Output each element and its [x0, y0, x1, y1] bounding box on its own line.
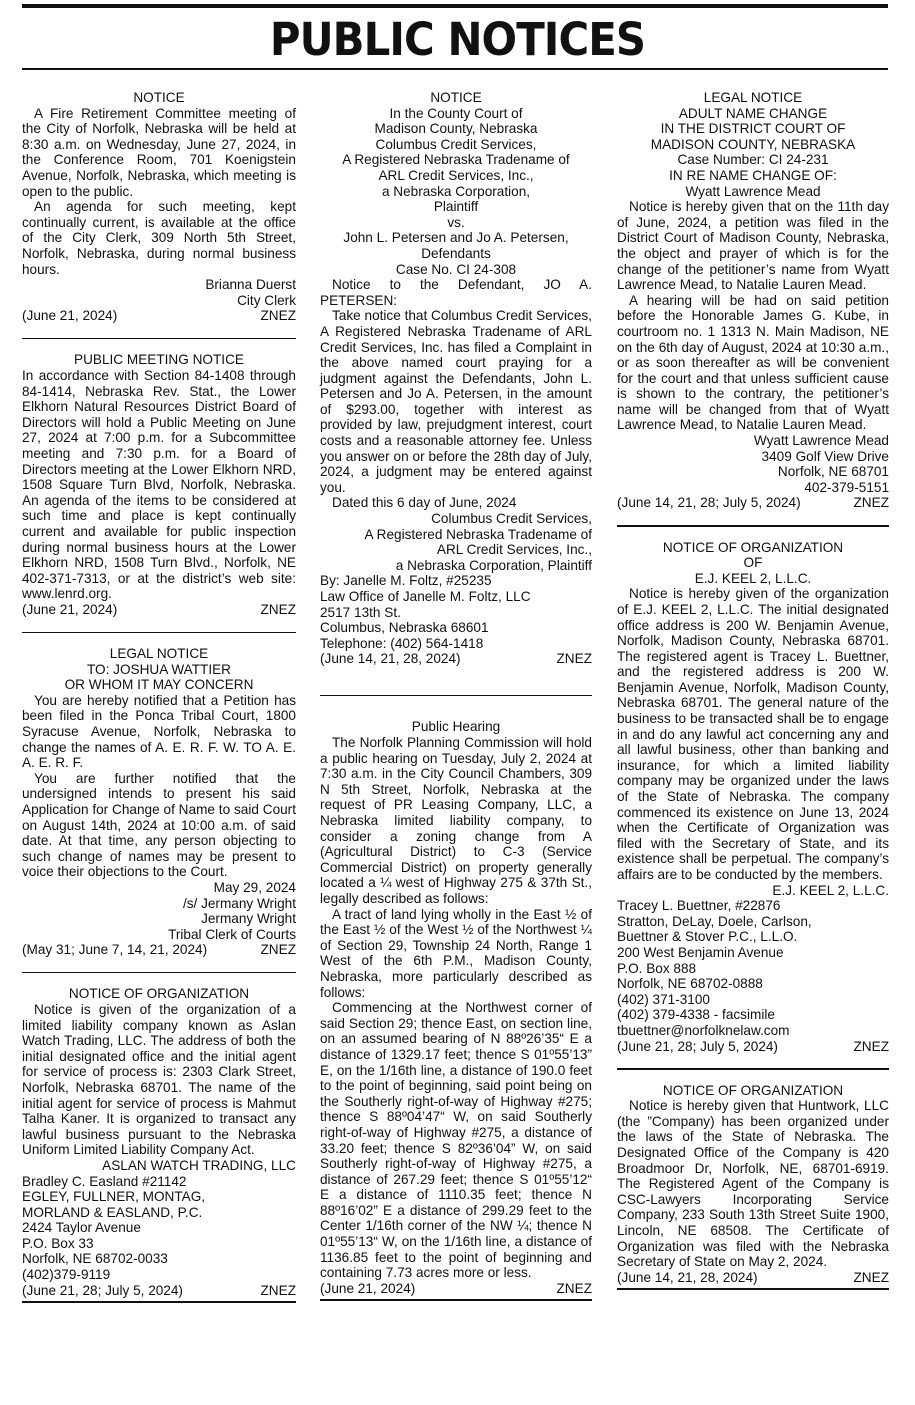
notice-heading: Case No. CI 24-308 — [395, 261, 517, 277]
contact-line: Law Office of Janelle M. Foltz, LLC — [320, 589, 531, 604]
publication-dates: (May 31; June 7, 14, 21, 2024) — [22, 942, 208, 958]
contact-line: By: Janelle M. Foltz, #25235 — [320, 573, 492, 589]
company-signature: ASLAN WATCH TRADING, LLC — [102, 1157, 296, 1173]
publication-code: ZNEZ — [260, 308, 296, 324]
notice-paragraph: Dated this 6 day of June, 2024 — [332, 495, 517, 511]
page-title: PUBLIC NOTICES — [269, 13, 646, 66]
contact-line: Buettner & Stover P.C., L.L.O. — [617, 929, 798, 945]
signature-line: a Nebraska Corporation, Plaintiff — [395, 557, 592, 573]
publication-dates: (June 21, 2024) — [22, 308, 118, 324]
notice-heading: ARL Credit Services, Inc., — [378, 167, 534, 183]
notice-separator — [617, 525, 889, 527]
notice-heading: John L. Petersen and Jo A. Petersen, — [343, 230, 569, 246]
notice-separator — [320, 695, 592, 697]
signature-line: 402-379-5151 — [804, 479, 889, 495]
contact-line: P.O. Box 33 — [22, 1235, 94, 1251]
notice-paragraph: A hearing will be had on said petition before the Honorable James G. Kube, in courtroom no. 1 1313 N. Main Madison, NE on the 6th day of August, 2024 at 10:30 a.m., or as soon thereafter as will be convenient for the court and that unless sufficient cause is shown to the contrary, the petitioner’s name will be changed from that of Wyatt Lawrence Mead, to Natalie Lauren Mead. — [617, 292, 889, 433]
signature-line: /s/ Jermany Wright — [182, 895, 296, 911]
notice-heading: Wyatt Lawrence Mead — [685, 183, 821, 199]
notice-paragraph: The Norfolk Planning Commission will hold a public hearing on Tuesday, July 2, 2024 at 7:30 a.m. in the City Council Chambers, 309 N 5th Street, Norfolk, Nebraska at the request of PR Leasing Company, LLC, a Nebraska limited liability company, to consider a zoning change from A (Agricultural District) to C-3 (Service Commercial District) on property generally located a ¼ west of Highway 275 & 37th St., legally described as follows: — [320, 735, 592, 906]
notice-heading: OF — [743, 555, 763, 571]
publication-code: ZNEZ — [556, 1280, 592, 1296]
signature-line: ARL Credit Services, Inc., — [436, 542, 592, 558]
contact-line: 2517 13th St. — [320, 604, 401, 620]
notice-public-meeting — [22, 352, 296, 617]
contact-line: (402) 371-3100 — [617, 991, 710, 1007]
signature-line: City Clerk — [237, 292, 296, 308]
notice-footer — [22, 308, 296, 324]
notice-heading: PUBLIC MEETING NOTICE — [74, 352, 244, 368]
notice-county-court — [320, 90, 592, 667]
contact-line: 2424 Taylor Avenue — [22, 1220, 141, 1236]
notice-heading: LEGAL NOTICE — [109, 646, 209, 661]
notice-heading: NOTICE OF ORGANIZATION — [662, 539, 844, 555]
notice-heading: Plaintiff — [433, 199, 479, 215]
signature-line: Brianna Duerst — [205, 277, 296, 293]
notice-footer — [22, 602, 296, 618]
notice-heading: Defendants — [421, 245, 491, 261]
signature-line: Norfolk, NE 68701 — [777, 464, 889, 480]
notice-heading: LEGAL NOTICE — [703, 90, 803, 105]
contact-line: Norfolk, NE 68702-0033 — [22, 1251, 168, 1267]
notice-organization-keel — [617, 540, 889, 1055]
publication-code: ZNEZ — [260, 1282, 296, 1298]
notice-footer — [617, 1270, 889, 1286]
notice-organization-aslan — [22, 986, 296, 1298]
contact-line: (402)379-9119 — [22, 1267, 111, 1283]
notice-heading: In the County Court of — [389, 105, 523, 121]
signature-line: Jermany Wright — [201, 911, 296, 927]
notice-heading: NOTICE OF ORGANIZATION — [662, 1082, 844, 1098]
contact-line: Tracey L. Buettner, #22876 — [617, 898, 781, 914]
signature-line: 3409 Golf View Drive — [761, 448, 889, 464]
notice-paragraph: A Fire Retirement Committee meeting of the City of Norfolk, Nebraska will be held at 8:30 a.m. on Wednesday, June 27, 2024, in the Conference Room, 701 Koenigstein Avenue, Norfolk, Nebraska, which meeting is open to the public. — [22, 105, 296, 199]
notice-heading: E.J. KEEL 2, L.L.C. — [694, 570, 812, 586]
publication-dates: (June 21, 2024) — [320, 1280, 416, 1296]
notice-separator — [22, 1301, 296, 1303]
notice-paragraph: You are further notified that the undersigned intends to present his said Application for Change of Name to said Court on August 14th, 2024 at 10:00 a.m. of said date. At that time, any person objecting to such change of names may be present to voice their objections to the Court. — [22, 770, 296, 880]
notice-heading: IN RE NAME CHANGE OF: — [669, 167, 837, 183]
publication-dates: (June 21, 2024) — [22, 601, 118, 617]
signature-line: A Registered Nebraska Tradename of — [364, 526, 592, 542]
notice-organization-huntwork — [617, 1083, 889, 1286]
notice-heading: ADULT NAME CHANGE — [678, 105, 828, 121]
signature-line: May 29, 2024 — [213, 879, 296, 895]
notice-footer — [617, 1039, 889, 1055]
publication-code: ZNEZ — [853, 1269, 889, 1285]
notice-separator — [22, 338, 296, 340]
notice-footer — [22, 1283, 296, 1299]
notice-paragraph: In accordance with Section 84-1408 through 84-1414, Nebraska Rev. Stat., the Lower Elkhorn Natural Resources District Board of Directors will hold a Public Meeting on June 27, 2024 at 7:00 p.m. for a Subcommittee meeting and 7:30 p.m. for a Board of Directors meeting at the Lower Elkhorn NRD, 1508 Square Turn Blvd, Norfolk, Nebraska. An agenda of the items to be considered at such time and place is kept continually current and available for public inspection during normal business hours at the Lower Elkhorn NRD, 1508 Turn Blvd., Norfolk, NE 402-371-7313, or at the district’s web site: www.lenrd.org. — [22, 368, 296, 602]
notice-separator — [320, 1299, 592, 1301]
notice-heading: Madison County, Nebraska — [374, 121, 538, 137]
notice-paragraph: Take notice that Columbus Credit Services, A Registered Nebraska Tradename of ARL Credit Services, Inc. has filed a Complaint in the above named court praying for a judgment against the Defendants, John L. Petersen and Jo A. Petersen, in the amount of $293.00, together with interest as provided by law, prejudgment interest, court costs and a reasonable attorney fee. Unless you answer on or before the 28th day of July, 2024, a judgment may be entered against you. — [320, 308, 592, 495]
notice-heading: a Nebraska Corporation, — [381, 183, 531, 199]
publication-code: ZNEZ — [260, 942, 296, 958]
contact-line: 200 West Benjamin Avenue — [617, 944, 784, 960]
notice-paragraph: Commencing at the Northwest corner of said Section 29; thence East, on section line, on an assumed bearing of N 88º26’35“ E a distance of 1329.17 feet; thence S 01º55’13” E, on the 1/16th line, a distance of 190.0 feet to the point of beginning, said point being on the Southerly right-of-way of Highway #275; thence S 88º04’47“ W, on said Southerly right-of-way of Highway #275, a distance of 33.20 feet; thence S 82º36’04” W, on said Southerly right-of-way of Highway #275, a distance of 267.29 feet; thence S 01º55’12“ E a distance of 1110.35 feet; thence N 88º16’02” E a distance of 299.29 feet to the Center 1/16th corner of the NW ¼; thence N 01º55’13“ W, on the 1/16th line, a distance of 1136.85 feet to the point of beginning and containing 7.73 acres more or less. — [320, 1000, 592, 1281]
publication-dates: (June 21, 28; July 5, 2024) — [617, 1038, 778, 1054]
notice-footer — [617, 495, 889, 511]
notice-paragraph: You are hereby notified that a Petition has been filed in the Ponca Tribal Court, 1800 Syracuse Avenue, Norfolk, Nebraska to change the names of A. E. R. F. W. TO A. E. A. E. R. F. — [22, 692, 296, 771]
notice-paragraph: Notice is given of the organization of a limited liability company known as Aslan Watch Trading, LLC. The address of both the initial designated office and the initial agent for service of process is: 2303 Clark Street, Norfolk, Nebraska 68701. The name of the initial agent for service of process is Mahmut Talha Kaner. It is organized to transact any lawful business pursuant to the Nebraska Uniform Limited Liability Company Act. — [22, 1001, 296, 1158]
notice-footer — [320, 1281, 592, 1297]
notice-heading: A Registered Nebraska Tradename of — [342, 152, 570, 168]
publication-dates: (June 14, 21, 28, 2024) — [320, 651, 461, 667]
contact-line: EGLEY, FULLNER, MONTAG, — [22, 1189, 206, 1205]
column-2 — [320, 90, 592, 1301]
signature-line: Wyatt Lawrence Mead — [753, 433, 889, 449]
column-1 — [22, 90, 296, 1303]
notice-public-hearing — [320, 719, 592, 1296]
publication-code: ZNEZ — [853, 1038, 889, 1054]
contact-line: Bradley C. Easland #21142 — [22, 1173, 187, 1189]
contact-line: Norfolk, NE 68702-0888 — [617, 976, 763, 992]
notice-footer — [320, 651, 592, 667]
publication-dates: (June 21, 28; July 5, 2024) — [22, 1282, 183, 1298]
notice-paragraph: Notice is hereby given that on the 11th day of June, 2024, a petition was filed in the District Court of Madison County, Nebraska, the object and prayer of which is for the change of the petitioner’s name from Wyatt Lawrence Mead, to Natalie Lauren Mead. — [617, 199, 889, 293]
notice-heading: MADISON COUNTY, NEBRASKA — [650, 136, 856, 152]
publication-code: ZNEZ — [260, 601, 296, 617]
notice-heading: IN THE DISTRICT COURT OF — [660, 121, 846, 137]
publication-dates: (June 14, 21, 28; July 5, 2024) — [617, 495, 801, 511]
notice-heading: Columbus Credit Services, — [375, 136, 537, 152]
signature-line: Columbus Credit Services, — [431, 511, 592, 527]
publication-code: ZNEZ — [556, 651, 592, 667]
notice-paragraph: Notice to the Defendant, JO A. PETERSEN: — [320, 277, 592, 308]
column-3 — [617, 90, 889, 1290]
contact-line: Stratton, DeLay, Doele, Carlson, — [617, 913, 812, 929]
notice-footer — [22, 942, 296, 958]
notice-paragraph: An agenda for such meeting, kept continually current, is available at the office of the City Clerk, 309 North 5th Street, Norfolk, Nebraska, during normal business hours. — [22, 199, 296, 277]
notice-heading: Case Number: CI 24-231 — [677, 152, 829, 168]
top-rule — [22, 4, 888, 8]
notice-separator — [617, 1068, 889, 1070]
notice-paragraph: Notice is hereby given of the organization of E.J. KEEL 2, L.L.C. The initial designated office address is 200 W. Benjamin Avenue, Norfolk, Madison County, Nebraska 68701. The registered agent is Tracey L. Buettner, and the registered address is 200 W. Benjamin Avenue, Norfolk, Madison County, Nebraska 68701. The general nature of the business to be transacted shall be to engage in and do any lawful act concerning any and all lawful business, other than banking and insurance, for which a limited liability company may be organized under the laws of the State of Nebraska. The company commenced its existence on June 13, 2024 when the Certificate of Organization was filed with the Secretary of State, and its existence shall be perpetual. The company’s affairs are to be conducted by the members. — [617, 586, 889, 882]
notice-heading: vs. — [447, 214, 465, 230]
publication-dates: (June 14, 21, 28, 2024) — [617, 1269, 758, 1285]
notice-separator — [22, 972, 296, 974]
signature-line: Tribal Clerk of Courts — [168, 926, 296, 942]
notice-heading: OR WHOM IT MAY CONCERN — [64, 677, 254, 693]
notice-heading: NOTICE OF ORGANIZATION — [68, 986, 250, 1002]
contact-email[interactable]: tbuettner@norfolknelaw.com — [617, 1022, 790, 1038]
contact-line: MORLAND & EASLAND, P.C. — [22, 1204, 203, 1220]
company-signature: E.J. KEEL 2, L.L.C. — [772, 882, 889, 898]
title-underline — [22, 68, 888, 70]
contact-line: Columbus, Nebraska 68601 — [320, 620, 489, 636]
contact-line: Telephone: (402) 564-1418 — [320, 635, 484, 651]
notice-heading: TO: JOSHUA WATTIER — [86, 661, 231, 677]
notice-paragraph: A tract of land lying wholly in the East ½ of the East ½ of the West ½ of the Northwest ¼ of Section 29, Township 24 North, Range 1 West of the 6th P.M., Madison County, Nebraska, more particularly described as follows: — [320, 906, 592, 1000]
notice-paragraph: Notice is hereby given that Huntwork, LLC (the ”Company) has been organized under the laws of the State of Nebraska. The Designated Office of the Company is 420 Broadmoor Dr, Norfolk, NE, 68701-6919. The Registered Agent of the Company is CSC-Lawyers Incorporating Service Company, 233 South 13th Street Suite 1900, Lincoln, NE 68508. The Certificate of Organization was filed with the Nebraska Secretary of State on May 2, 2024. — [617, 1098, 889, 1270]
notice-name-change — [617, 90, 889, 511]
contact-line: P.O. Box 888 — [617, 960, 697, 976]
notice-heading: Public Hearing — [411, 719, 501, 735]
publication-code: ZNEZ — [853, 495, 889, 511]
contact-line: (402) 379-4338 - facsimile — [617, 1007, 775, 1023]
notice-heading: NOTICE — [430, 90, 482, 105]
notice-legal-wattier — [22, 646, 296, 958]
notice-separator — [617, 1288, 889, 1290]
notice-separator — [22, 632, 296, 634]
notice-fire-retirement — [22, 90, 296, 324]
notice-heading: NOTICE — [133, 90, 185, 105]
